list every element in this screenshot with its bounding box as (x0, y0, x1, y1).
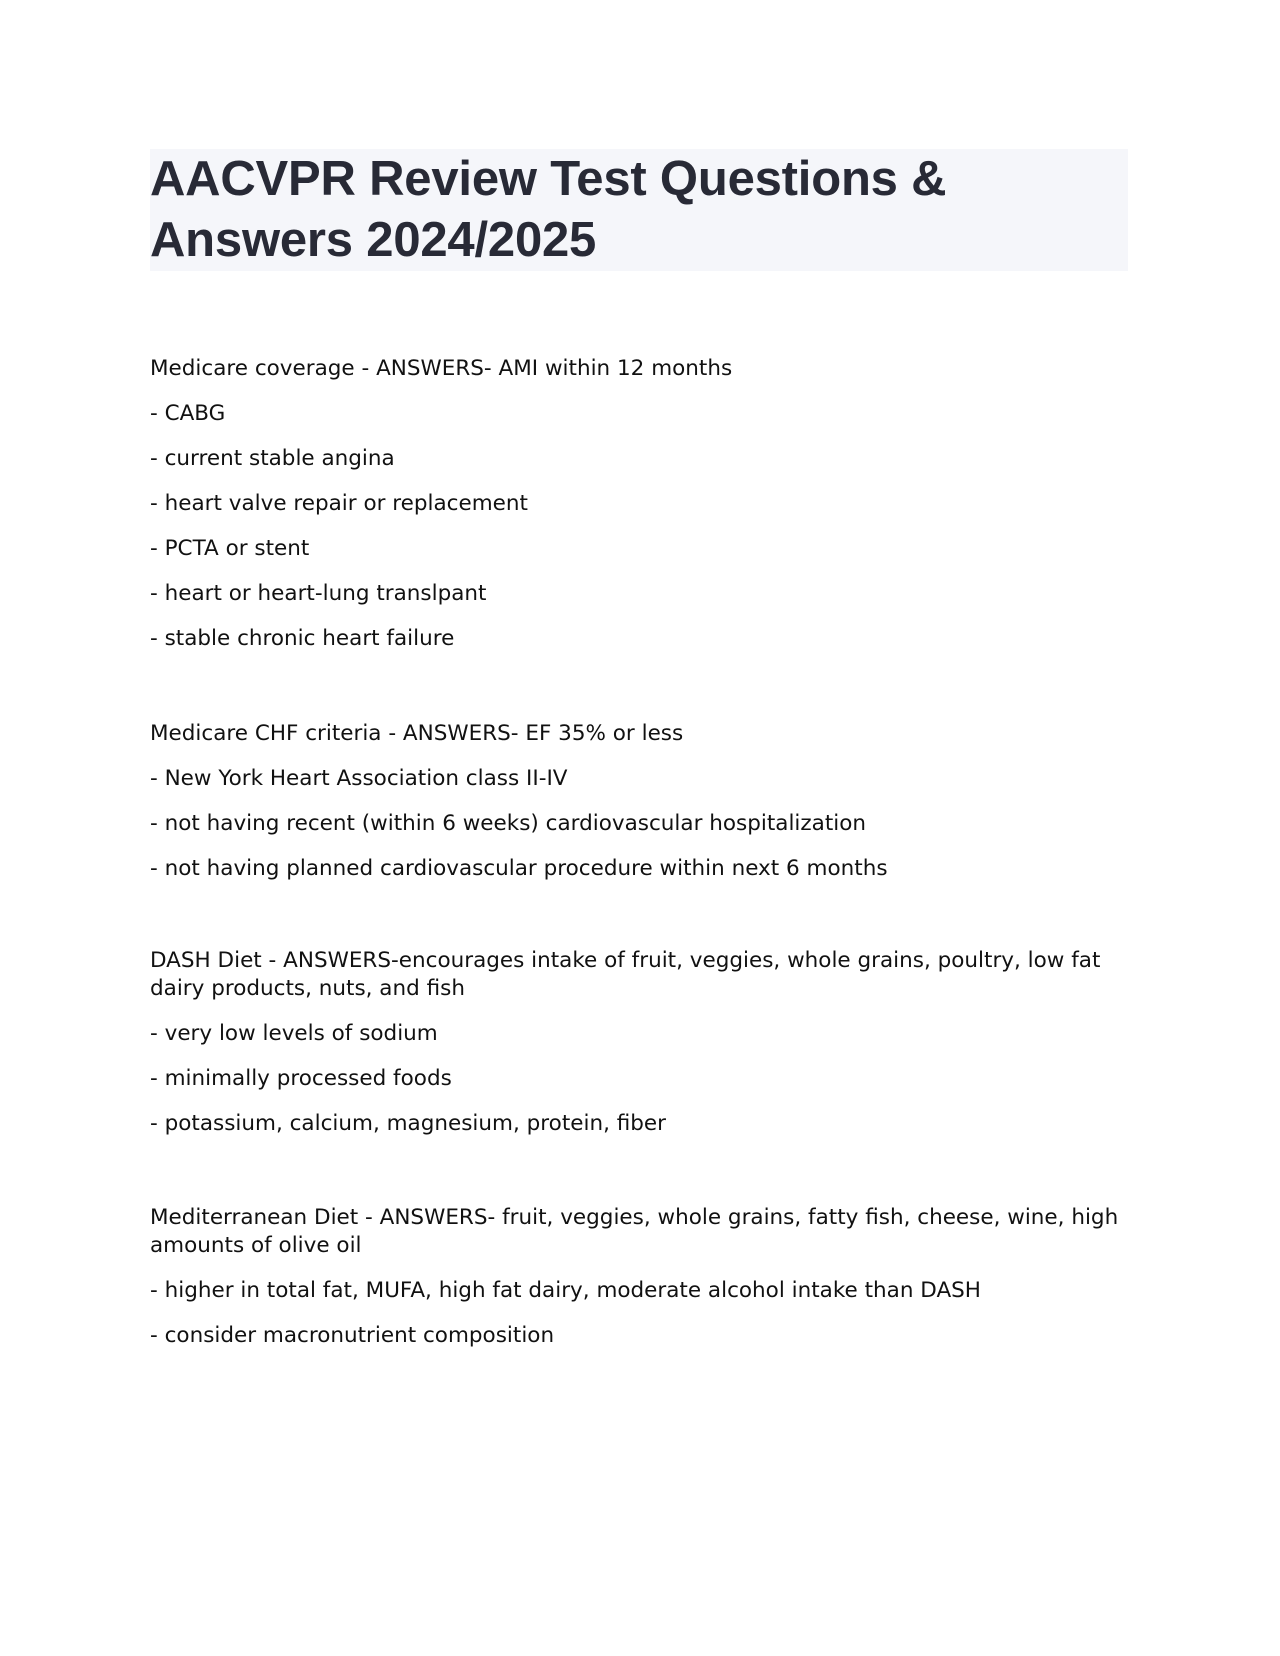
answer-item: - stable chronic heart failure (150, 626, 455, 651)
answer-item: - CABG (150, 401, 226, 426)
page-title (150, 149, 1128, 271)
title-block (150, 149, 1128, 271)
title-line-1: AACVPR Review Test Questions & (150, 152, 947, 206)
answer-item: - very low levels of sodium (150, 1021, 438, 1046)
answer-item: - heart valve repair or replacement (150, 491, 528, 516)
answer-item: - not having recent (within 6 weeks) cardiovascular hospitalization (150, 811, 867, 836)
answer-item: - higher in total fat, MUFA, high fat dairy, moderate alcohol intake than DASH (150, 1278, 981, 1303)
answer-item: - current stable angina (150, 446, 395, 471)
answer-item: - minimally processed foods (150, 1066, 452, 1091)
question-line: Medicare CHF criteria - ANSWERS- EF 35% or less (150, 721, 684, 746)
answer-item: - not having planned cardiovascular procedure within next 6 months (150, 856, 888, 881)
qa-medicare-chf-criteria (150, 720, 1130, 900)
title-line-2: Answers 2024/2025 (150, 213, 597, 267)
question-line: Mediterranean Diet - ANSWERS- fruit, veggies, whole grains, fatty fish, cheese, wine, high amounts of olive oil (150, 1205, 1119, 1258)
qa-medicare-coverage (150, 355, 1130, 670)
question-line: DASH Diet - ANSWERS-encourages intake of fruit, veggies, whole grains, poultry, low fat dairy products, nuts, and fish (150, 948, 1101, 1001)
answer-item: - potassium, calcium, magnesium, protein, fiber (150, 1111, 666, 1136)
answer-item: - heart or heart-lung translpant (150, 581, 487, 606)
qa-dash-diet (150, 947, 1130, 1155)
question-line: Medicare coverage - ANSWERS- AMI within 12 months (150, 356, 733, 381)
answer-item: - PCTA or stent (150, 536, 310, 561)
answer-item: - consider macronutrient composition (150, 1323, 555, 1348)
qa-mediterranean-diet (150, 1204, 1130, 1367)
answer-item: - New York Heart Association class II-IV (150, 766, 568, 791)
